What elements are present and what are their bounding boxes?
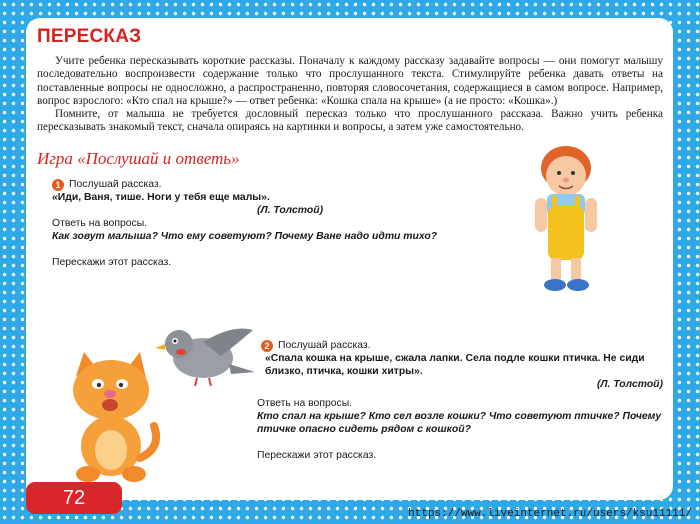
questions-text: Как зовут малыша? Что ему советуют? Почему Ване надо идти тихо?	[52, 231, 438, 242]
questions-label: Ответь на вопросы.	[257, 398, 353, 409]
retell-instruction: Перескажи этот рассказ.	[257, 450, 377, 461]
questions-text: Кто спал на крыше? Кто сел возле кошки? Что советуют птичке? Почему птичке опасно сидеть рядом с кошкой?	[257, 411, 662, 435]
intro-paragraph-2: Помните, от малыша не требуется дословный пересказ только что прослушанного рассказа. Важно учить ребенка пересказывать знакомый текст, сначала опираясь на картинки и вопросы, а затем уже самостоятельно.	[37, 108, 663, 134]
page-title: ПЕРЕСКАЗ	[37, 26, 142, 47]
cat-illustration	[54, 348, 164, 488]
task-2	[257, 339, 667, 462]
bird-illustration	[151, 320, 261, 390]
task-1	[52, 178, 462, 269]
story-author: (Л. Толстой)	[596, 379, 663, 390]
story-text: «Иди, Ваня, тише. Ноги у тебя еще малы».	[52, 192, 270, 203]
task-number-badge: 2	[261, 340, 273, 352]
page-number-badge: 72	[26, 482, 122, 514]
page-card	[26, 18, 673, 500]
boy-illustration	[521, 140, 611, 300]
task-number-badge: 1	[52, 179, 64, 191]
retell-instruction: Перескажи этот рассказ.	[52, 257, 172, 268]
task-instruction: Послушай рассказ.	[278, 340, 371, 351]
watermark-url: https://www.liveinternet.ru/users/ksu11111/	[408, 508, 692, 520]
questions-label: Ответь на вопросы.	[52, 218, 148, 229]
game-title: Игра «Послушай и ответь»	[37, 149, 240, 168]
intro-paragraph-1: Учите ребенка пересказывать короткие рассказы. Поначалу к каждому рассказу задавайте вопросы — они помогут малышу последовательно воспроизвести содержание только что прослушанного текста. Стимулируйте ребенка давать ответы на поставленные вопросы не односложно, а распространенно, повторяя словосочетания, содержащиеся в самом вопросе. Например, вопрос взрослого: «Кто спал на крыше?» — ответ ребенка: «Кошка спала на крыше» (а не просто: «Кошка».)	[37, 55, 663, 107]
task-instruction: Послушай рассказ.	[69, 179, 162, 190]
story-text: «Спала кошка на крыше, сжала лапки. Села подле кошки птичка. Не сиди близко, птичка, кошки хитры».	[265, 353, 645, 377]
intro-text	[37, 55, 663, 135]
story-author: (Л. Толстой)	[257, 205, 324, 216]
